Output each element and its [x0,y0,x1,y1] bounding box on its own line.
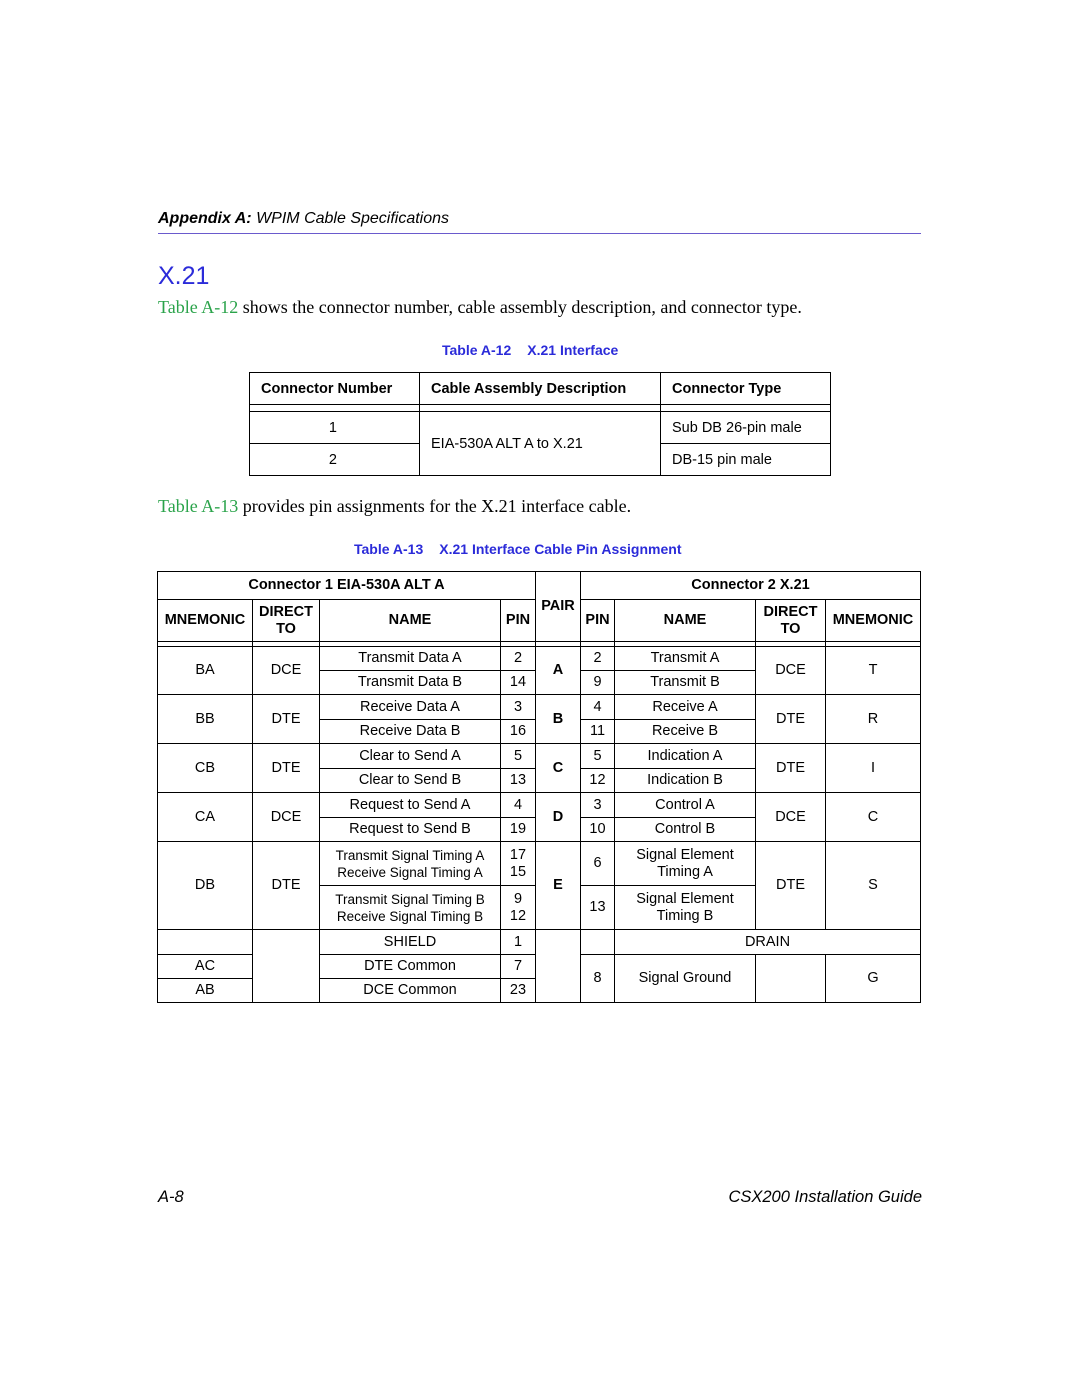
document-title: CSX200 Installation Guide [728,1188,922,1206]
pin: 14 [501,671,536,695]
signal-name: DCE Common [320,979,501,1003]
pin: 13 [581,886,615,930]
signal-name: Request to Send A [320,793,501,818]
signal-name: Receive B [615,720,756,744]
mnemonic: G [826,955,921,1003]
col-header-direct-to-1: DIRECT TO [253,600,320,642]
signal-name: Receive A [615,695,756,720]
table-a13 [157,571,921,1003]
connector-2-header: Connector 2 X.21 [581,572,921,600]
page-number: A-8 [158,1188,184,1206]
signal-name [320,886,501,930]
mnemonic: S [826,842,921,930]
direct-to: DTE [253,842,320,930]
pin [501,842,536,886]
mnemonic: R [826,695,921,744]
intro-paragraph-2 [158,496,631,517]
col-header-pin-1: PIN [501,600,536,642]
table-a13-link[interactable]: Table A-13 [158,496,239,516]
signal-name-line: Timing A [657,863,713,880]
mnemonic: I [826,744,921,793]
pin: 5 [581,744,615,769]
col-header-name-2: NAME [615,600,756,642]
table-a12-caption [442,342,618,358]
signal-name: Transmit Data A [320,647,501,671]
pin-line: 12 [509,907,527,924]
table-row [158,744,921,769]
running-head-title: WPIM Cable Specifications [251,210,450,227]
signal-name-line: Transmit Signal Timing A [335,847,485,863]
pin: 3 [581,793,615,818]
pin-line: 15 [509,863,527,880]
pin: 9 [581,671,615,695]
pin: 19 [501,818,536,842]
signal-name: Receive Data B [320,720,501,744]
mnemonic: CB [158,744,253,793]
signal-name: DTE Common [320,955,501,979]
col-header-cable-assembly: Cable Assembly Description [420,373,661,405]
direct-to: DCE [253,647,320,695]
mnemonic: BB [158,695,253,744]
pin: 7 [501,955,536,979]
table-a12 [249,372,831,476]
signal-name-line: Receive Signal Timing A [337,864,483,880]
pin: 23 [501,979,536,1003]
pair: A [536,647,581,695]
pin: 13 [501,769,536,793]
direct-to: DCE [756,647,826,695]
table-a13-caption [354,541,681,557]
connector-type: DB-15 pin male [661,444,831,476]
pin-line: 9 [513,890,523,907]
signal-name-line: Signal Element [636,890,734,907]
caption-number: Table A-12 [442,342,512,358]
para1-text: shows the connector number, cable assembly description, and connector type. [238,297,802,317]
table-row [158,842,921,886]
table-row [158,695,921,720]
signal-name: Transmit A [615,647,756,671]
section-title: X.21 [158,262,210,290]
caption-number: Table A-13 [354,541,424,557]
mnemonic: DB [158,842,253,930]
pin: 8 [581,955,615,1003]
signal-name: Transmit B [615,671,756,695]
signal-name: Indication B [615,769,756,793]
signal-name-line: Signal Element [636,846,734,863]
mnemonic: CA [158,793,253,842]
direct-to: DTE [756,842,826,930]
pin: 4 [581,695,615,720]
mnemonic: AC [158,955,253,979]
connector-number: 2 [250,444,420,476]
pin: 11 [581,720,615,744]
col-header-name-1: NAME [320,600,501,642]
signal-name-line: Timing B [656,907,714,924]
pin: 10 [581,818,615,842]
connector-type: Sub DB 26-pin male [661,412,831,444]
signal-name: Transmit Data B [320,671,501,695]
pair: D [536,793,581,842]
direct-to: DTE [253,695,320,744]
pin: 6 [581,842,615,886]
running-head [158,210,920,228]
cable-assembly: EIA-530A ALT A to X.21 [420,412,661,476]
signal-name [320,842,501,886]
mnemonic: AB [158,979,253,1003]
mnemonic: C [826,793,921,842]
pin: 16 [501,720,536,744]
col-header-pair: PAIR [536,572,581,642]
para2-text: provides pin assignments for the X.21 interface cable. [238,496,632,516]
direct-to: DCE [756,793,826,842]
signal-name: Signal Ground [615,955,756,1003]
pair: C [536,744,581,793]
pair: B [536,695,581,744]
connector-1-header: Connector 1 EIA-530A ALT A [158,572,536,600]
signal-name-line: Receive Signal Timing B [336,908,484,924]
col-header-pin-2: PIN [581,600,615,642]
col-header-direct-to-2: DIRECT TO [756,600,826,642]
caption-title: X.21 Interface Cable Pin Assignment [439,541,682,557]
signal-name: Request to Send B [320,818,501,842]
col-header-connector-type: Connector Type [661,373,831,405]
col-header-mnemonic-1: MNEMONIC [158,600,253,642]
caption-title: X.21 Interface [527,342,619,358]
pin: 5 [501,744,536,769]
header-rule [158,233,921,234]
pin: 12 [581,769,615,793]
table-a12-link[interactable]: Table A-12 [158,297,239,317]
col-header-connector-number: Connector Number [250,373,420,405]
table-row [250,412,831,444]
intro-paragraph-1 [158,297,802,318]
connector-number: 1 [250,412,420,444]
pair: E [536,842,581,930]
direct-to: DCE [253,793,320,842]
signal-name: Clear to Send A [320,744,501,769]
signal-name: Control A [615,793,756,818]
table-row [158,647,921,671]
pin: 2 [581,647,615,671]
direct-to: DTE [253,744,320,793]
signal-name: Clear to Send B [320,769,501,793]
signal-name-line: Transmit Signal Timing B [335,891,485,907]
pin-line: 17 [509,846,527,863]
signal-name: Receive Data A [320,695,501,720]
pin: 3 [501,695,536,720]
mnemonic: BA [158,647,253,695]
running-head-label: Appendix A: [158,210,252,227]
col-header-mnemonic-2: MNEMONIC [826,600,921,642]
direct-to: DTE [756,744,826,793]
signal-name: Indication A [615,744,756,769]
drain-label: DRAIN [615,930,921,955]
signal-name: SHIELD [320,930,501,955]
pin: 2 [501,647,536,671]
table-row [158,930,921,955]
signal-name [615,842,756,886]
pin: 4 [501,793,536,818]
pin [501,886,536,930]
signal-name: Control B [615,818,756,842]
pin: 1 [501,930,536,955]
mnemonic: T [826,647,921,695]
table-row [158,793,921,818]
direct-to: DTE [756,695,826,744]
signal-name [615,886,756,930]
